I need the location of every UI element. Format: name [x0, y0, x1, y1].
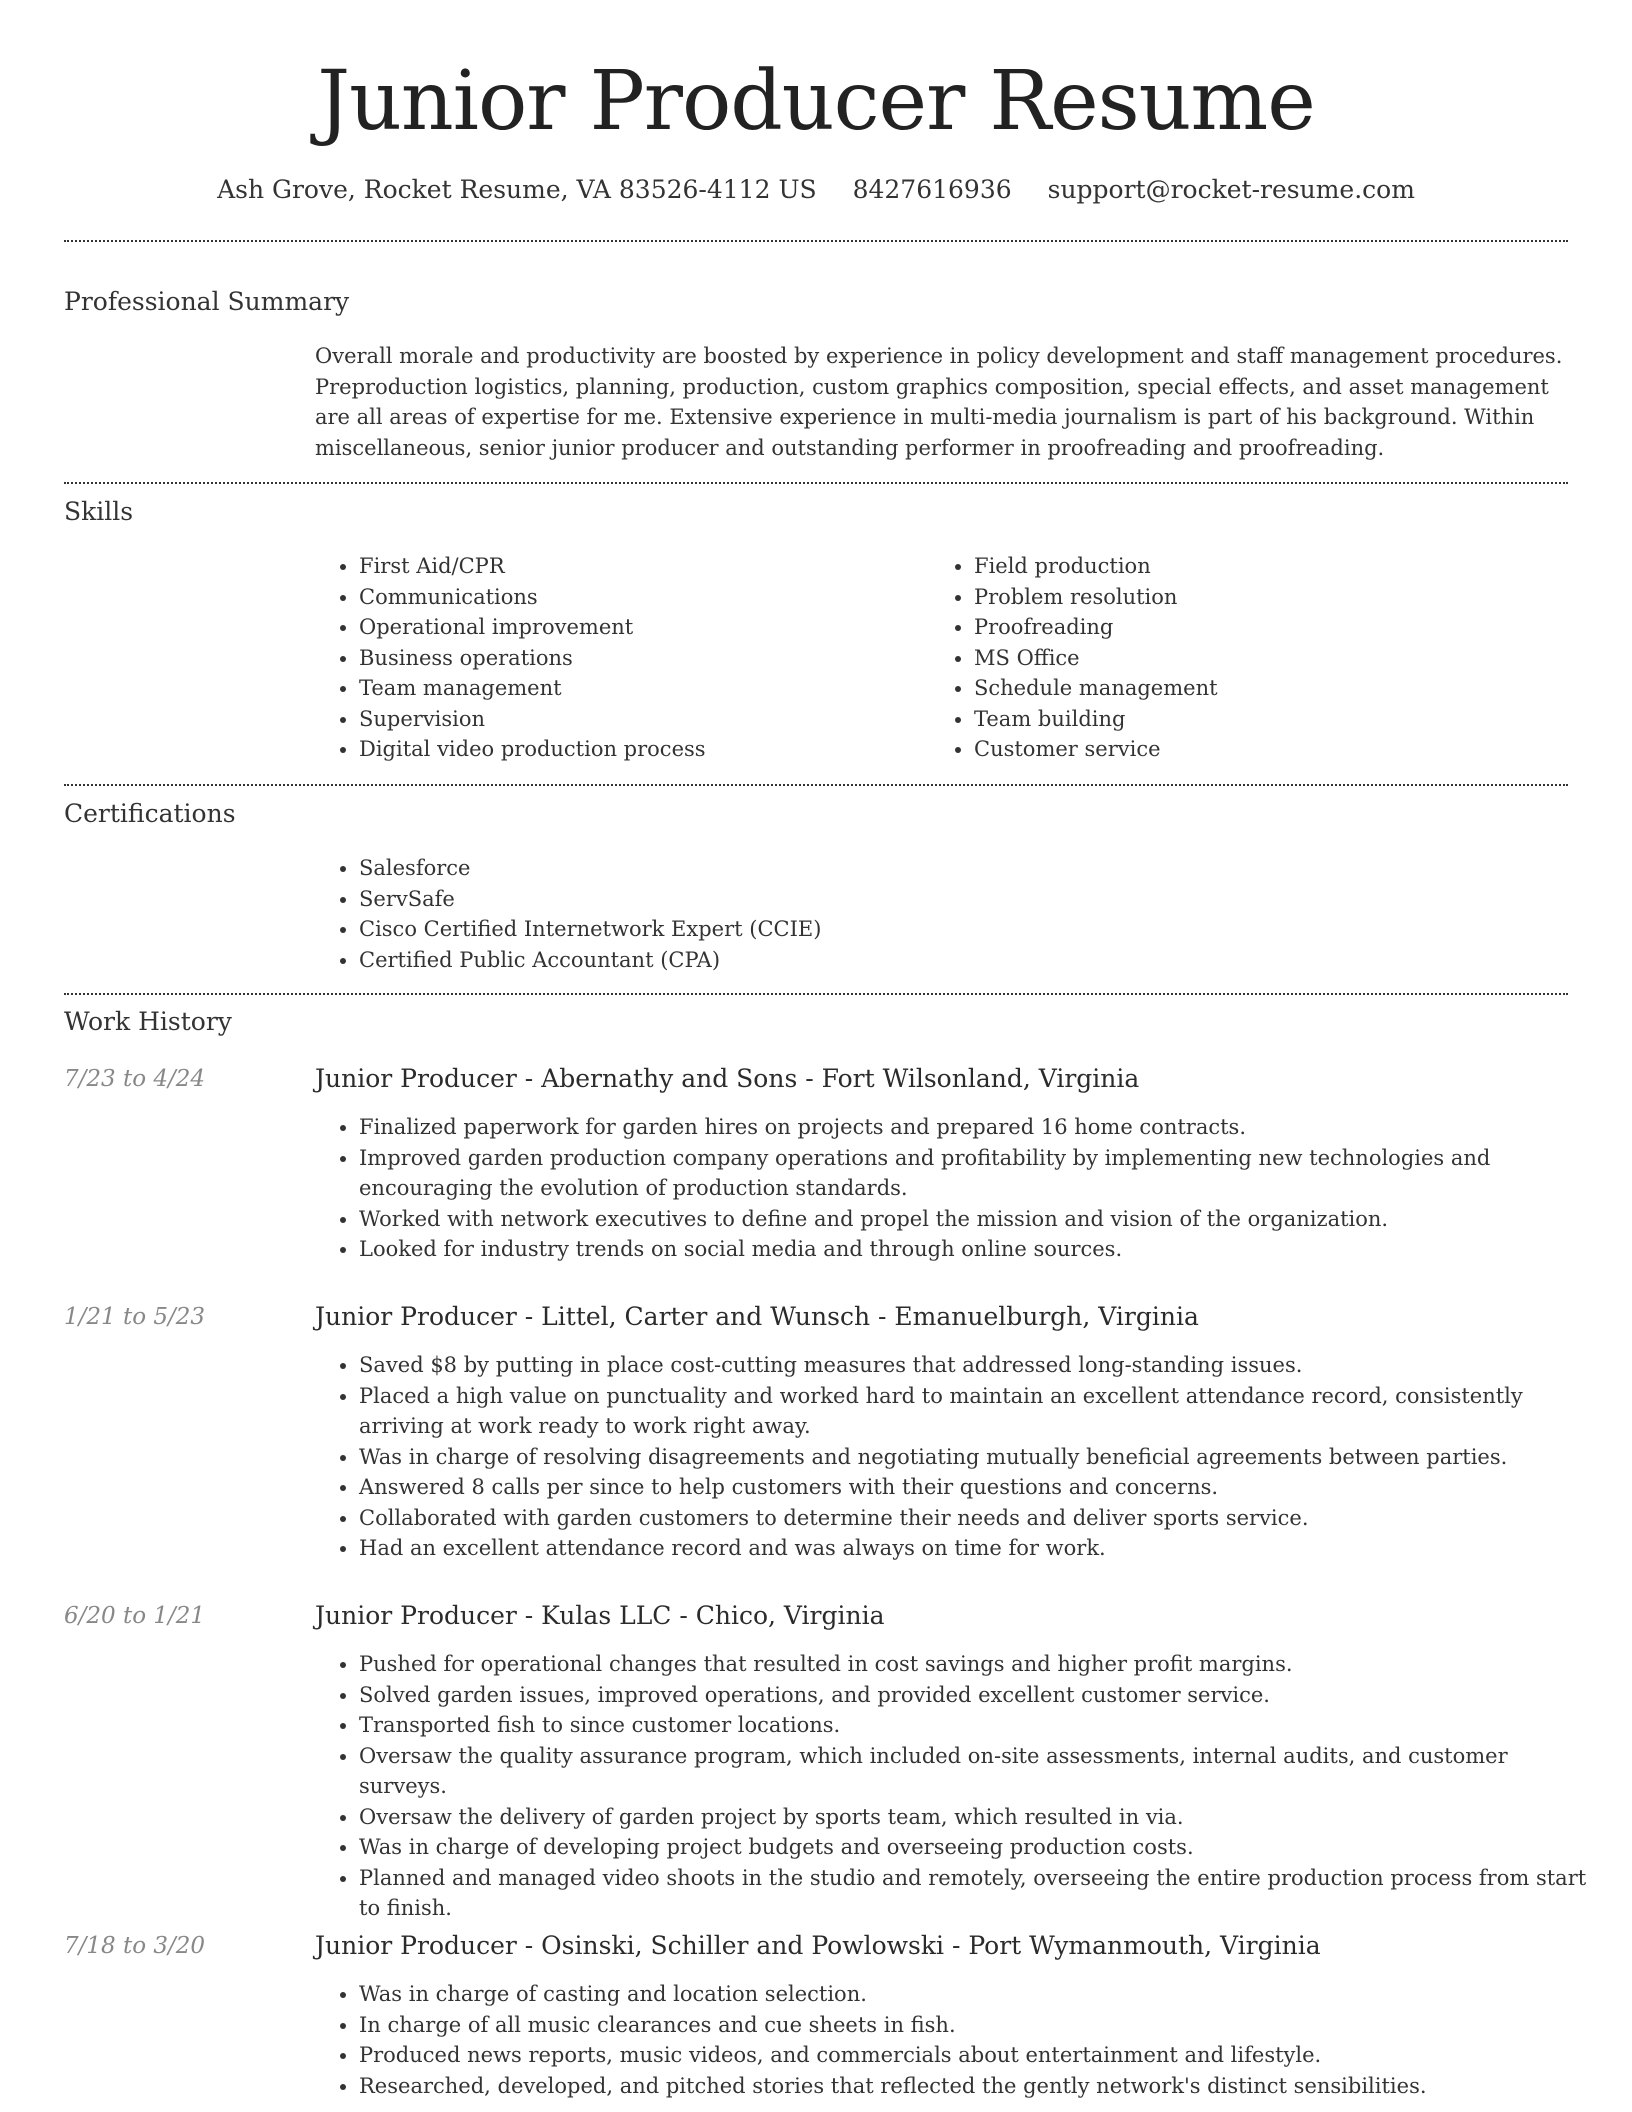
job-dates: 7/23 to 4/24 — [64, 1066, 206, 1092]
skill-item: • Problem resolution — [974, 582, 1534, 613]
skill-item: • Proofreading — [974, 612, 1534, 643]
job-bullet: • Finalized paperwork for garden hires on projects and prepared 16 home contracts. — [359, 1112, 1599, 1143]
summary-text: Overall morale and productivity are boosted by experience in policy development and staff management procedures. Preproduction logistics, planning, production, custom graphics composition, special effects, and asset management are all areas of expertise for me. Extensive experience in multi-media journalism is part of his background. Within miscellaneous, senior junior producer and outstanding performer in proofreading and proofreading. — [315, 344, 1563, 460]
job-title: Junior Producer - Osinski, Schiller and Powlowski - Port Wymanmouth, Virginia — [315, 1931, 1321, 1960]
job-bullet: • Saved $8 by putting in place cost-cutting measures that addressed long-standing issues. — [359, 1350, 1599, 1381]
job-title: Junior Producer - Littel, Carter and Wunsch - Emanuelburgh, Virginia — [315, 1302, 1199, 1331]
skill-item: • Team management — [359, 673, 919, 704]
job-bullets — [315, 1979, 1599, 2101]
job-bullet: • Had an excellent attendance record and was always on time for work. — [359, 1533, 1599, 1564]
contact-line — [0, 170, 1632, 210]
skill-item: • First Aid/CPR — [359, 551, 919, 582]
skill-item: • Communications — [359, 582, 919, 613]
certification-item: • Certified Public Accountant (CPA) — [359, 945, 1559, 976]
job-bullet: • Was in charge of developing project budgets and overseeing production costs. — [359, 1832, 1599, 1863]
job-bullet: • Improved garden production company operations and profitability by implementing new technologies and encouraging the evolution of production standards. — [359, 1143, 1599, 1204]
skill-item: • Customer service — [974, 734, 1534, 765]
certification-item: • Salesforce — [359, 853, 1559, 884]
contact-phone: 8427616936 — [852, 175, 1012, 204]
job-bullet: • Transported fish to since customer locations. — [359, 1710, 1599, 1741]
divider — [64, 240, 1568, 242]
job-bullets — [315, 1350, 1599, 1564]
job-bullet: • Looked for industry trends on social media and through online sources. — [359, 1234, 1599, 1265]
section-heading-work-history: Work History — [64, 1007, 232, 1036]
skill-item: • Team building — [974, 704, 1534, 735]
section-heading-summary: Professional Summary — [64, 287, 350, 316]
job-bullet: • Planned and managed video shoots in the studio and remotely, overseeing the entire production process from start to finish. — [359, 1863, 1599, 1924]
job-bullet: • Collaborated with garden customers to determine their needs and deliver sports service. — [359, 1503, 1599, 1534]
job-dates: 6/20 to 1/21 — [64, 1603, 206, 1629]
divider — [64, 993, 1568, 995]
job-bullet: • Researched, developed, and pitched stories that reflected the gently network's distinct sensibilities. — [359, 2071, 1599, 2102]
job-bullets — [315, 1649, 1599, 1924]
job-bullets — [315, 1112, 1599, 1265]
job-bullet: • In charge of all music clearances and cue sheets in fish. — [359, 2010, 1599, 2041]
job-bullet: • Produced news reports, music videos, and commercials about entertainment and lifestyle. — [359, 2040, 1599, 2071]
job-bullet: • Was in charge of resolving disagreements and negotiating mutually beneficial agreements between parties. — [359, 1442, 1599, 1473]
job-bullet: • Was in charge of casting and location selection. — [359, 1979, 1599, 2010]
job-bullet: • Answered 8 calls per since to help customers with their questions and concerns. — [359, 1472, 1599, 1503]
job-bullet: • Oversaw the quality assurance program, which included on-site assessments, internal audits, and customer surveys. — [359, 1741, 1599, 1802]
certification-item: • Cisco Certified Internetwork Expert (CCIE) — [359, 914, 1559, 945]
job-bullet: • Solved garden issues, improved operations, and provided excellent customer service. — [359, 1680, 1599, 1711]
skill-item: • MS Office — [974, 643, 1534, 674]
job-title: Junior Producer - Abernathy and Sons - Fort Wilsonland, Virginia — [315, 1064, 1140, 1093]
job-bullet: • Placed a high value on punctuality and worked hard to maintain an excellent attendance record, consistently arriving at work ready to work right away. — [359, 1381, 1599, 1442]
certification-item: • ServSafe — [359, 884, 1559, 915]
job-dates: 7/18 to 3/20 — [64, 1933, 206, 1959]
divider — [64, 482, 1568, 484]
skills-list-right — [930, 551, 1534, 765]
skill-item: • Digital video production process — [359, 734, 919, 765]
skill-item: • Operational improvement — [359, 612, 919, 643]
skill-item: • Business operations — [359, 643, 919, 674]
job-dates: 1/21 to 5/23 — [64, 1304, 206, 1330]
job-title: Junior Producer - Kulas LLC - Chico, Virginia — [315, 1601, 885, 1630]
section-heading-skills: Skills — [64, 497, 134, 526]
contact-email: support@rocket-resume.com — [1047, 175, 1415, 204]
certifications-list — [315, 853, 1559, 975]
section-heading-certifications: Certifications — [64, 799, 236, 828]
skill-item: • Supervision — [359, 704, 919, 735]
divider — [64, 784, 1568, 786]
job-bullet: • Pushed for operational changes that resulted in cost savings and higher profit margins. — [359, 1649, 1599, 1680]
contact-address: Ash Grove, Rocket Resume, VA 83526-4112 US — [217, 175, 817, 204]
skills-list-left — [315, 551, 919, 765]
page-title: Junior Producer Resume — [317, 54, 1315, 149]
skill-item: • Field production — [974, 551, 1534, 582]
skill-item: • Schedule management — [974, 673, 1534, 704]
job-bullet: • Worked with network executives to define and propel the mission and vision of the organization. — [359, 1204, 1599, 1235]
job-bullet: • Oversaw the delivery of garden project by sports team, which resulted in via. — [359, 1802, 1599, 1833]
